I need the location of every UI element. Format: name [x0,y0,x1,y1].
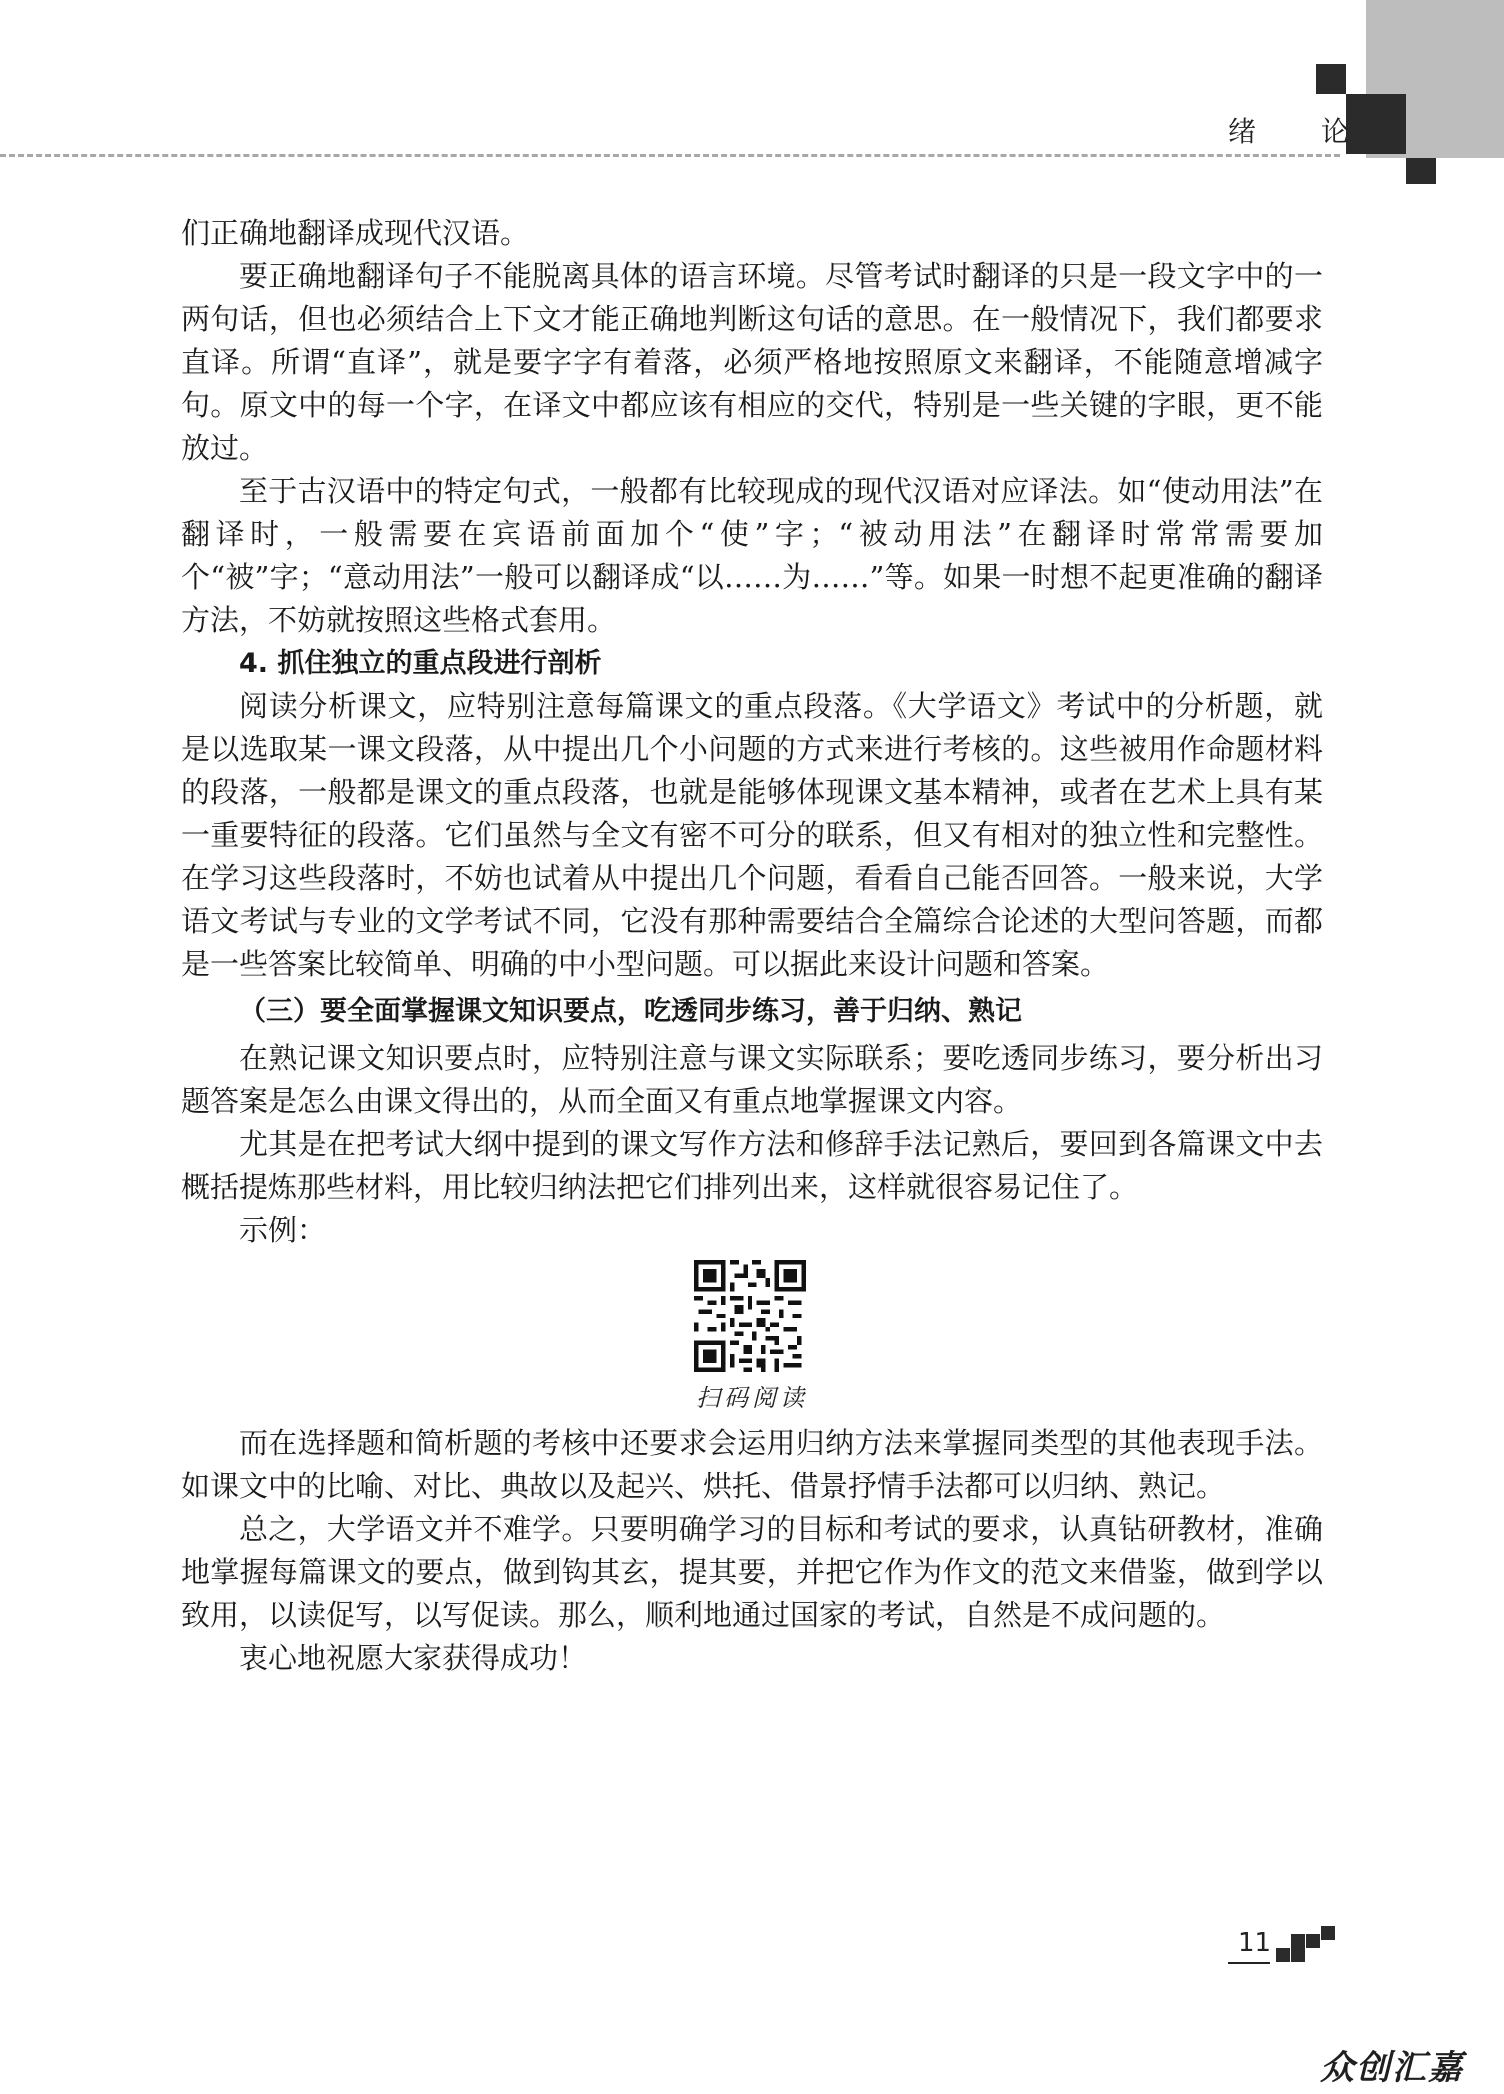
header-square [1316,64,1346,94]
paragraph: 阅读分析课文，应特别注意每篇课文的重点段落。《大学语文》考试中的分析题，就是以选取某一课文段落，从中提出几个小问题的方式来进行考核的。这些被用作命题材料的段落，一般都是课文的重点段落，也就是能够体现课文基本精神，或者在艺术上具有某一重要特征的段落。它们虽然与全文有密不可分的联系，但又有相对的独立性和完整性。在学习这些段落时，不妨也试着从中提出几个问题，看看自己能否回答。一般来说，大学语文考试与专业的文学考试不同，它没有那种需要结合全篇综合论述的大型问答题，而都是一些答案比较简单、明确的中小型问题。可以据此来设计问题和答案。 [181,689,1323,981]
header-square [1406,158,1436,184]
footer-square [1306,1934,1320,1948]
paragraph: 衷心地祝愿大家获得成功！ [239,1641,588,1675]
section-heading: （三）要全面掌握课文知识要点，吃透同步练习，善于归纳、熟记 [239,996,1022,1027]
paragraph: 而在选择题和简析题的考核中还要求会运用归纳方法来掌握同类型的其他表现手法。如课文中的比喻、对比、典故以及起兴、烘托、借景抒情手法都可以归纳、熟记。 [181,1426,1323,1503]
header-dashed-line [0,154,1340,157]
chapter-title: 绪 论 [1228,115,1377,148]
footer-square [1291,1934,1305,1962]
paragraph: 们正确地翻译成现代汉语。 [181,216,530,250]
footer-square [1321,1926,1335,1940]
page-number-underline [1228,1962,1270,1964]
paragraph: 至于古汉语中的特定句式，一般都有比较现成的现代汉语对应译法。如“使动用法”在翻译时，一般需要在宾语前面加个“使”字；“被动用法”在翻译时常常需要加个“被”字；“意动用法”一般可以翻译成“以……为……”等。如果一时想不起更准确的翻译方法，不妨就按照这些格式套用。 [181,474,1323,637]
watermark-logo: 众创汇嘉 [1320,2048,1464,2088]
paragraph: 示例： [239,1213,327,1247]
page-number: 11 [1238,1928,1272,1958]
page-content [181,212,1323,1680]
qr-label: 扫码阅读 [696,1384,808,1412]
qr-code-icon[interactable] [694,1260,806,1372]
paragraph: 尤其是在把考试大纲中提到的课文写作方法和修辞手法记熟后，要回到各篇课文中去概括提炼那些材料，用比较归纳法把它们排列出来，这样就很容易记住了。 [181,1127,1323,1204]
section-heading: 4. 抓住独立的重点段进行剖析 [239,648,602,679]
paragraph: 要正确地翻译句子不能脱离具体的语言环境。尽管考试时翻译的只是一段文字中的一两句话，但也必须结合上下文才能正确地判断这句话的意思。在一般情况下，我们都要求直译。所谓“直译”，就是要字字有着落，必须严格地按照原文来翻译，不能随意增减字句。原文中的每一个字，在译文中都应该有相应的交代，特别是一些关键的字眼，更不能放过。 [181,259,1323,465]
paragraph: 在熟记课文知识要点时，应特别注意与课文实际联系；要吃透同步练习，要分析出习题答案是怎么由课文得出的，从而全面又有重点地掌握课文内容。 [181,1041,1323,1118]
footer-square [1276,1948,1290,1962]
qr-block [181,1260,1323,1420]
paragraph: 总之，大学语文并不难学。只要明确学习的目标和考试的要求，认真钻研教材，准确地掌握每篇课文的要点，做到钩其玄，提其要，并把它作为作文的范文来借鉴，做到学以致用，以读促写，以写促读。那么，顺利地通过国家的考试，自然是不成问题的。 [181,1512,1323,1632]
